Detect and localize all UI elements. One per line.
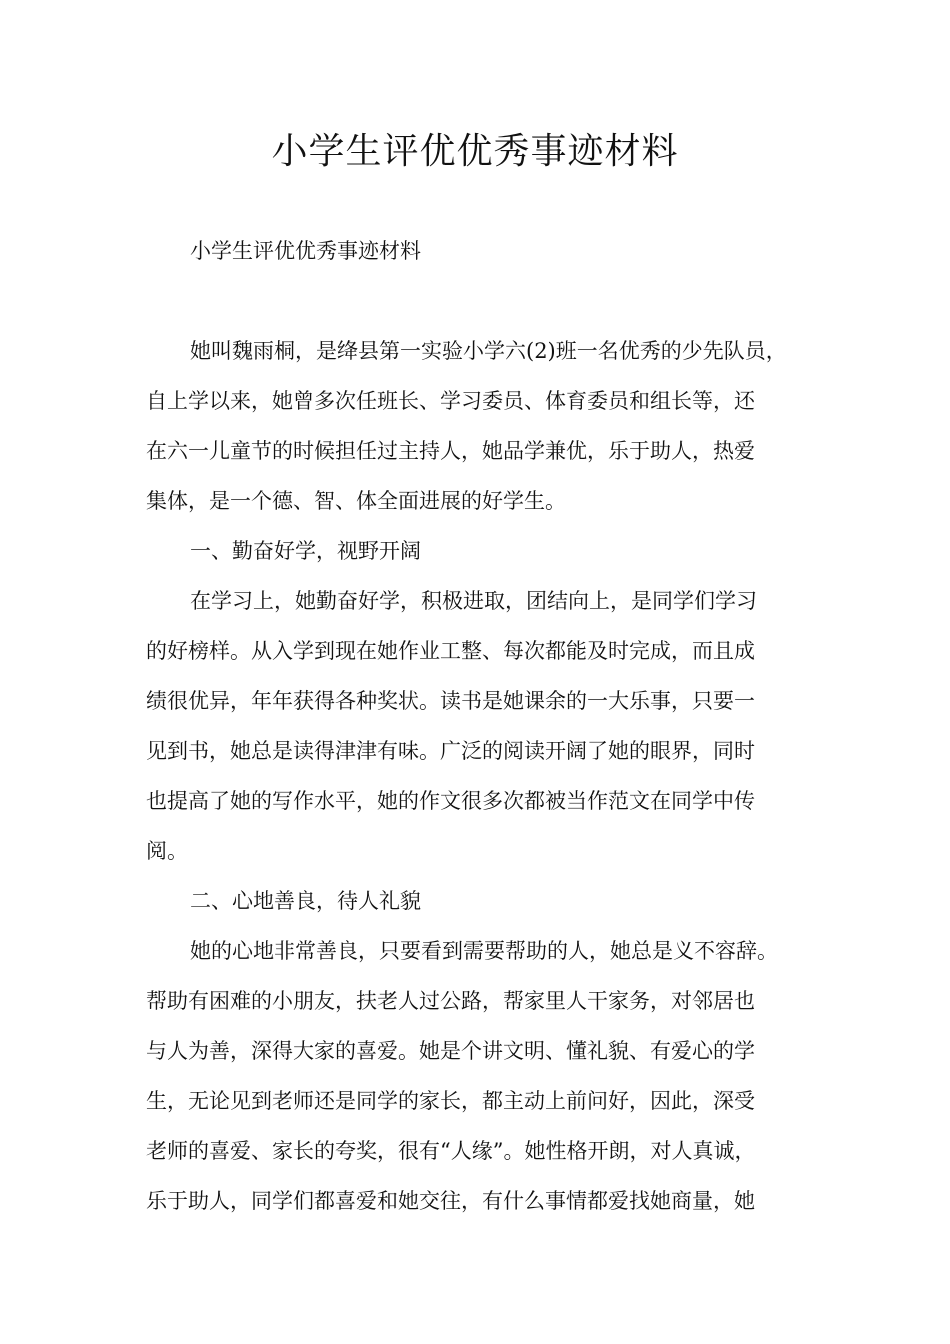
paragraph-line: 帮助有困难的小朋友，扶老人过公路，帮家里人干家务，对邻居也 bbox=[146, 989, 755, 1013]
paragraph-line: 自上学以来，她曾多次任班长、学习委员、体育委员和组长等，还 bbox=[146, 389, 755, 413]
paragraph-line: 她叫魏雨桐，是绛县第一实验小学六(2)班一名优秀的少先队员， bbox=[190, 339, 787, 363]
document-subtitle: 小学生评优优秀事迹材料 bbox=[190, 239, 421, 263]
paragraph-line: 在学习上，她勤奋好学，积极进取，团结向上，是同学们学习 bbox=[190, 589, 757, 613]
paragraph-line: 乐于助人，同学们都喜爱和她交往，有什么事情都爱找她商量，她 bbox=[146, 1189, 755, 1213]
paragraph-line: 生，无论见到老师还是同学的家长，都主动上前问好，因此，深受 bbox=[146, 1089, 755, 1113]
paragraph-line: 她的心地非常善良，只要看到需要帮助的人，她总是义不容辞。 bbox=[190, 939, 778, 963]
paragraph-line: 见到书，她总是读得津津有味。广泛的阅读开阔了她的眼界，同时 bbox=[146, 739, 755, 763]
paragraph-line: 的好榜样。从入学到现在她作业工整、每次都能及时完成，而且成 bbox=[146, 639, 755, 663]
paragraph-line: 与人为善，深得大家的喜爱。她是个讲文明、懂礼貌、有爱心的学 bbox=[146, 1039, 755, 1063]
document-title: 小学生评优优秀事迹材料 bbox=[271, 131, 679, 172]
paragraph-line: 绩很优异，年年获得各种奖状。读书是她课余的一大乐事，只要一 bbox=[146, 689, 755, 713]
section-heading: 二、心地善良，待人礼貌 bbox=[190, 889, 421, 913]
paragraph-line: 阅。 bbox=[146, 839, 188, 863]
section-heading: 一、勤奋好学，视野开阔 bbox=[190, 539, 421, 563]
paragraph-line: 集体，是一个德、智、体全面进展的好学生。 bbox=[146, 489, 566, 513]
paragraph-line: 老师的喜爱、家长的夸奖，很有“人缘”。她性格开朗，对人真诚， bbox=[146, 1139, 756, 1163]
paragraph-line: 在六一儿童节的时候担任过主持人，她品学兼优，乐于助人，热爱 bbox=[146, 439, 755, 463]
paragraph-line: 也提高了她的写作水平，她的作文很多次都被当作范文在同学中传 bbox=[146, 789, 755, 813]
